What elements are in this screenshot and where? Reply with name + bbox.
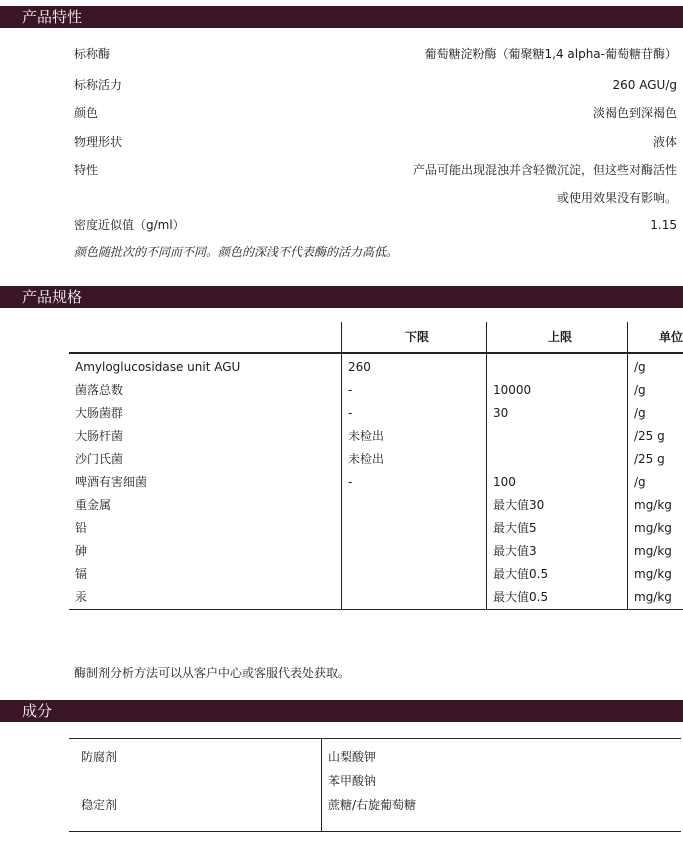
table-row: [69, 769, 681, 793]
color-note: 颜色随批次的不同而不同。颜色的深浅不代表酶的活力高低。: [74, 245, 399, 259]
spec-lower: 未检出: [342, 448, 487, 471]
section-title-properties: 产品特性: [22, 8, 83, 26]
spec-lower: -: [342, 471, 487, 494]
ingredient-value: 山梨酸钾: [322, 739, 682, 770]
table-row: [69, 494, 683, 517]
spec-lower: [342, 540, 487, 563]
spec-header-row: [69, 322, 683, 353]
spec-item: 镉: [75, 567, 88, 581]
spec-upper: 10000: [487, 379, 628, 402]
spec-upper: 最大值0.5: [487, 586, 628, 610]
spec-header-upper: 上限: [487, 322, 628, 353]
property-row-continued: [74, 189, 677, 207]
spec-header-unit: 单位: [628, 322, 683, 353]
ingredient-value: 苯甲酸钠: [322, 769, 682, 793]
property-row: [74, 76, 677, 94]
property-row: [74, 45, 677, 63]
property-row: [74, 104, 677, 122]
spec-item: 菌落总数: [75, 383, 124, 397]
spec-upper: 最大值5: [487, 517, 628, 540]
table-row: [69, 471, 683, 494]
table-row: [69, 402, 683, 425]
spec-upper: [487, 425, 628, 448]
table-row: [69, 379, 683, 402]
ingredient-category: 防腐剂: [81, 750, 118, 764]
spec-upper: [487, 448, 628, 471]
spec-unit: /25 g: [628, 425, 683, 448]
spec-item: 汞: [75, 590, 88, 604]
spec-lower: -: [342, 402, 487, 425]
spec-item: 大肠菌群: [75, 406, 124, 420]
spec-item: 沙门氏菌: [75, 452, 124, 466]
spec-lower: -: [342, 379, 487, 402]
table-row: [69, 586, 683, 610]
spec-unit: mg/kg: [628, 517, 683, 540]
property-value: 1.15: [650, 218, 677, 232]
property-label: 标称活力: [74, 78, 123, 92]
table-row: [69, 540, 683, 563]
spec-item: 砷: [75, 544, 88, 558]
spec-lower: [342, 563, 487, 586]
table-row: [69, 448, 683, 471]
table-row: [69, 425, 683, 448]
spec-item: Amyloglucosidase unit AGU: [75, 360, 241, 374]
table-row: [69, 739, 681, 770]
property-value: 葡萄糖淀粉酶（葡聚糖1,4 alpha-葡萄糖苷酶）: [424, 47, 677, 61]
spec-upper: [487, 353, 628, 379]
spec-lower: [342, 494, 487, 517]
section-title-ingredients: 成分: [22, 702, 53, 720]
spec-lower: [342, 586, 487, 610]
ingredients-table: [69, 738, 681, 832]
spec-unit: /g: [628, 379, 683, 402]
table-row: [69, 563, 683, 586]
property-value: 淡褐色到深褐色: [592, 106, 677, 120]
spec-unit: mg/kg: [628, 494, 683, 517]
spec-lower: [342, 517, 487, 540]
spec-unit: /25 g: [628, 448, 683, 471]
spec-item: 啤酒有害细菌: [75, 475, 148, 489]
spec-upper: 最大值0.5: [487, 563, 628, 586]
section-band-properties: [0, 6, 683, 28]
section-band-specs: [0, 286, 683, 308]
property-label: 标称酶: [74, 47, 111, 61]
spec-header-item: [69, 322, 342, 353]
spec-upper: 100: [487, 471, 628, 494]
section-band-ingredients: [0, 700, 683, 722]
analysis-footnote: 酶制剂分析方法可以从客户中心或客服代表处获取。: [74, 666, 351, 680]
property-row: [74, 161, 677, 179]
spec-table: [69, 322, 683, 610]
property-label: 颜色: [74, 106, 99, 120]
spec-upper: 最大值3: [487, 540, 628, 563]
property-label: 特性: [74, 163, 99, 177]
spec-upper: 最大值30: [487, 494, 628, 517]
spec-header-lower: 下限: [342, 322, 487, 353]
property-value: 产品可能出现混浊并含轻微沉淀，但这些对酶活性: [412, 163, 677, 177]
spec-unit: mg/kg: [628, 586, 683, 610]
spec-unit: /g: [628, 402, 683, 425]
table-row: [69, 793, 681, 832]
spec-lower: 未检出: [342, 425, 487, 448]
spec-unit: mg/kg: [628, 563, 683, 586]
spec-lower: 260: [342, 353, 487, 379]
spec-item: 重金属: [75, 498, 112, 512]
table-row: [69, 517, 683, 540]
spec-item: 铅: [75, 521, 88, 535]
ingredient-value: 蔗糖/右旋葡萄糖: [322, 793, 682, 832]
ingredient-category: [69, 769, 322, 793]
property-label: 密度近似值（g/ml）: [74, 218, 185, 232]
spec-unit: /g: [628, 353, 683, 379]
spec-unit: /g: [628, 471, 683, 494]
table-row: [69, 353, 683, 379]
property-value: 260 AGU/g: [612, 78, 677, 92]
property-label: 物理形状: [74, 135, 123, 149]
spec-unit: mg/kg: [628, 540, 683, 563]
property-row: [74, 133, 677, 151]
property-row: [74, 216, 677, 234]
property-value: 液体: [652, 135, 677, 149]
ingredient-category: 稳定剂: [81, 798, 118, 812]
spec-item: 大肠杆菌: [75, 429, 124, 443]
spec-upper: 30: [487, 402, 628, 425]
section-title-specs: 产品规格: [22, 288, 83, 306]
property-value-continued: 或使用效果没有影响。: [556, 191, 677, 205]
